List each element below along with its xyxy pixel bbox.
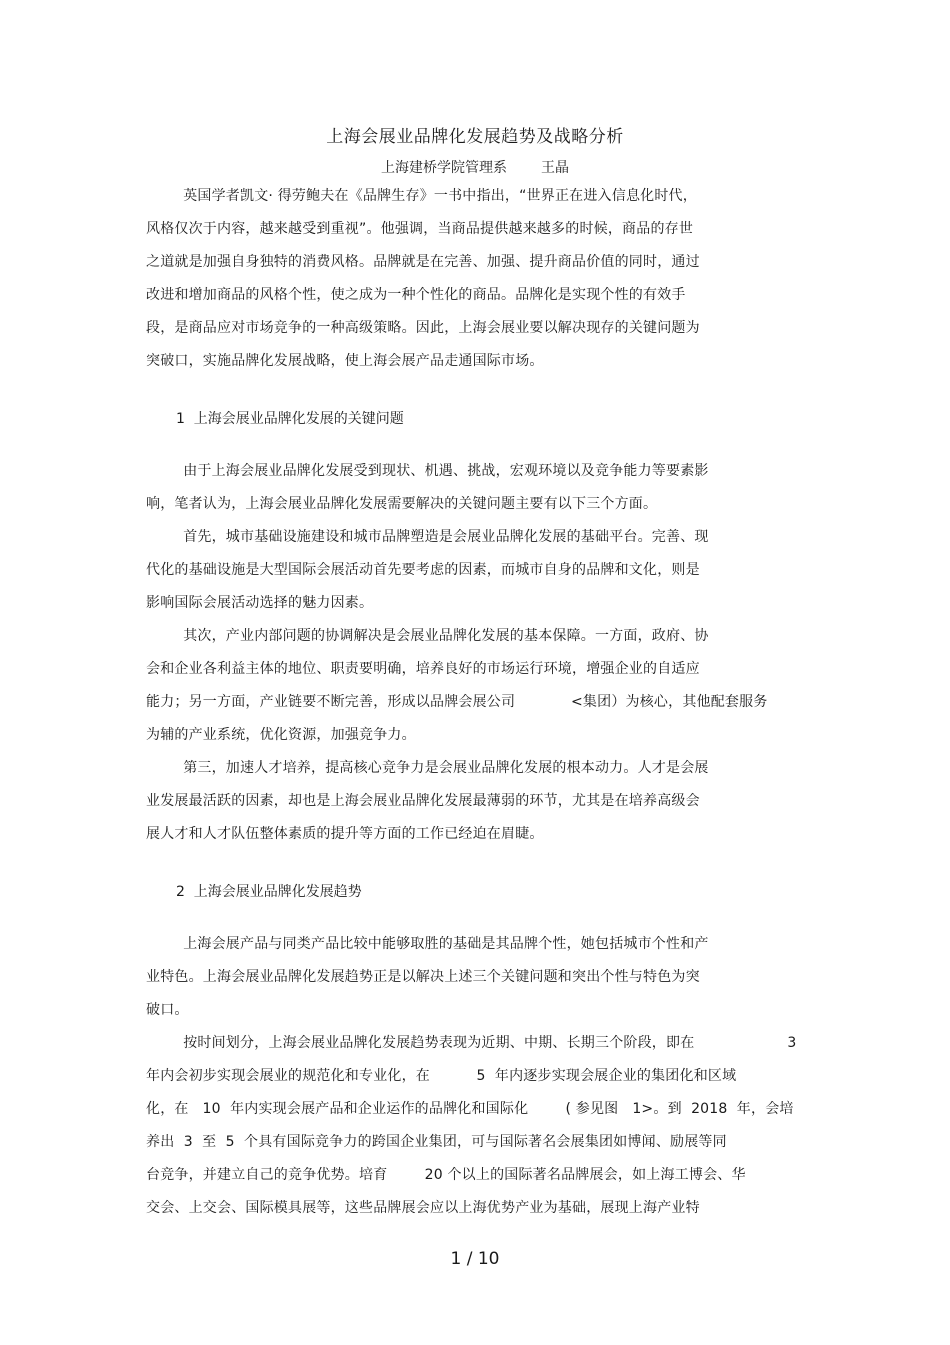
document-title: 上海会展业品牌化发展趋势及战略分析 (326, 127, 624, 147)
text-line: 业特色。上海会展业品牌化发展趋势正是以解决上述三个关键问题和突出个性与特色为突 (146, 969, 700, 985)
page-number: 1 / 10 (450, 1249, 500, 1269)
text-line: 展人才和人才队伍整体素质的提升等方面的工作已经迫在眉睫。 (146, 826, 544, 842)
text-line: 化，在 10 年内实现会展产品和企业运作的品牌化和国际化 ( 参见图 1>。到 2018 年，会培 (146, 1101, 794, 1117)
text-line: 上海会展产品与同类产品比较中能够取胜的基础是其品牌个性，她包括城市个性和产 (146, 936, 709, 952)
text-line: 响，笔者认为，上海会展业品牌化发展需要解决的关键问题主要有以下三个方面。 (146, 496, 658, 512)
text-line: 影响国际会展活动选择的魅力因素。 (146, 595, 374, 611)
text-line: 首先，城市基础设施建设和城市品牌塑造是会展业品牌化发展的基础平台。完善、现 (146, 529, 709, 545)
text-line: 第三，加速人才培养，提高核心竞争力是会展业品牌化发展的根本动力。人才是会展 (146, 760, 709, 776)
author-affiliation: 上海建桥学院管理系 (381, 160, 507, 176)
text-line: 段，是商品应对市场竞争的一种高级策略。因此，上海会展业要以解决现存的关键问题为 (146, 320, 700, 336)
section-1-heading: 1 上海会展业品牌化发展的关键问题 (176, 411, 404, 427)
text-line: 会和企业各利益主体的地位、职责要明确，培养良好的市场运行环境，增强企业的自适应 (146, 661, 700, 677)
byline (0, 157, 950, 177)
text-line: 其次，产业内部问题的协调解决是会展业品牌化发展的基本保障。一方面，政府、协 (146, 628, 709, 644)
text-line: 能力；另一方面，产业链要不断完善，形成以品牌会展公司 <集团）为核心，其他配套服务 (146, 694, 768, 710)
text-line: 之道就是加强自身独特的消费风格。品牌就是在完善、加强、提升商品价值的同时，通过 (146, 254, 700, 270)
text-line: 代化的基础设施是大型国际会展活动首先要考虑的因素，而城市自身的品牌和文化，则是 (146, 562, 700, 578)
text-line: 突破口，实施品牌化发展战略，使上海会展产品走通国际市场。 (146, 353, 544, 369)
text-line: 为辅的产业系统，优化资源，加强竞争力。 (146, 727, 416, 743)
text-line: 由于上海会展业品牌化发展受到现状、机遇、挑战，宏观环境以及竞争能力等要素影 (146, 463, 709, 479)
text-line: 改进和增加商品的风格个性，使之成为一种个性化的商品。品牌化是实现个性的有效手 (146, 287, 686, 303)
text-line: 风格仅次于内容，越来越受到重视”。他强调，当商品提供越来越多的时候，商品的存世 (146, 221, 694, 237)
text-line: 养出 3 至 5 个具有国际竞争力的跨国企业集团，可与国际著名会展集团如博闻、励展等同 (146, 1134, 727, 1150)
text-line: 业发展最活跃的因素，却也是上海会展业品牌化发展最薄弱的环节，尤其是在培养高级会 (146, 793, 700, 809)
text-line: 交会、上交会、国际模具展等，这些品牌展会应以上海优势产业为基础，展现上海产业特 (146, 1200, 700, 1216)
text-line: 英国学者凯文· 得劳鲍夫在《品牌生存》一书中指出，“世界正在进入信息化时代， (146, 188, 697, 204)
text-line: 按时间划分，上海会展业品牌化发展趋势表现为近期、中期、长期三个阶段，即在 3 (146, 1035, 797, 1051)
text-line: 台竞争，并建立自己的竞争优势。培育 20 个以上的国际著名品牌展会，如上海工博会、华 (146, 1167, 746, 1183)
author-name: 王晶 (541, 160, 569, 176)
text-line: 年内会初步实现会展业的规范化和专业化，在 5 年内逐步实现会展企业的集团化和区域 (146, 1068, 737, 1084)
text-line: 破口。 (146, 1002, 189, 1018)
section-2-heading: 2 上海会展业品牌化发展趋势 (176, 884, 362, 900)
